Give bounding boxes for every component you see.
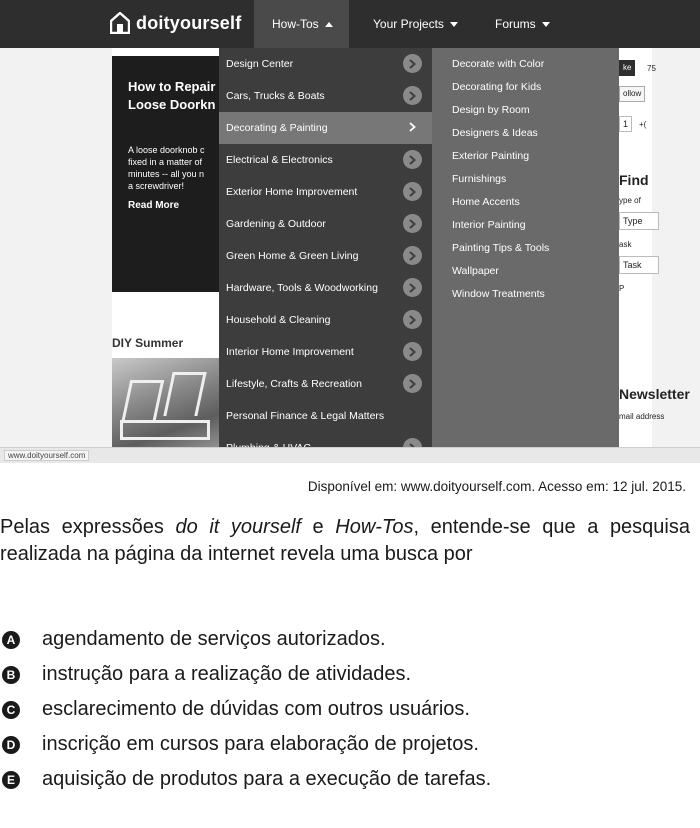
option-c[interactable] [0, 692, 700, 727]
excerpt-line-4: a screwdriver! [128, 181, 185, 191]
menu-item-label: Design Center [226, 58, 294, 70]
nav-forums[interactable] [495, 0, 550, 48]
nav-your-projects-label: Your Projects [373, 17, 444, 31]
house-icon [110, 12, 130, 34]
menu-item-3[interactable] [219, 144, 432, 176]
option-text: inscrição em cursos para elaboração de projetos. [42, 733, 479, 755]
browser-status-bar [0, 447, 700, 463]
question-part-2: e [300, 516, 336, 538]
excerpt-line-3: minutes -- all you n [128, 169, 205, 179]
diy-summer-photo[interactable] [112, 358, 220, 454]
nav-how-tos[interactable] [254, 0, 349, 48]
chevron-right-icon[interactable] [403, 374, 422, 393]
submenu-item[interactable]: Furnishings [452, 173, 507, 185]
menu-item-label: Lifestyle, Crafts & Recreation [226, 378, 362, 390]
chevron-right-icon[interactable] [403, 246, 422, 265]
chevron-right-icon[interactable] [403, 150, 422, 169]
plus-one-label[interactable]: +( [639, 120, 647, 129]
question-part-3: , entende-se que a pesquisa realizada na página da internet revela uma busca por [0, 516, 690, 565]
menu-item-label: Personal Finance & Legal Matters [226, 410, 385, 422]
chevron-right-icon[interactable] [409, 122, 416, 132]
chevron-right-icon[interactable] [403, 214, 422, 233]
menu-item-9[interactable] [219, 336, 432, 368]
chevron-right-icon[interactable] [403, 86, 422, 105]
submenu-item[interactable]: Decorate with Color [452, 58, 545, 70]
menu-item-label: Electrical & Electronics [226, 154, 333, 166]
menu-item-2[interactable] [219, 112, 432, 144]
email-label: mail address [619, 412, 665, 421]
option-text: instrução para a realização de atividades. [42, 663, 412, 685]
menu-item-label: Gardening & Outdoor [226, 218, 326, 230]
menu-item-8[interactable] [219, 304, 432, 336]
excerpt-line-1: A loose doorknob c [128, 145, 205, 155]
chevron-right-icon[interactable] [403, 310, 422, 329]
chair-shape [163, 372, 206, 416]
featured-title-line-2: Loose Doorkn [128, 97, 216, 112]
chair-shape [120, 420, 210, 440]
task-label: ask [619, 240, 632, 249]
submenu-item[interactable]: Decorating for Kids [452, 81, 542, 93]
chevron-right-icon[interactable] [403, 342, 422, 361]
menu-item-7[interactable] [219, 272, 432, 304]
menu-item-6[interactable] [219, 240, 432, 272]
chevron-right-icon[interactable] [403, 278, 422, 297]
menu-item-label: Decorating & Painting [226, 122, 328, 134]
like-count: 75 [647, 64, 656, 73]
option-letter-badge: D [2, 736, 20, 754]
menu-item-5[interactable] [219, 208, 432, 240]
featured-title [128, 78, 222, 114]
nav-how-tos-label: How-Tos [272, 17, 319, 31]
type-of-label: ype of [619, 196, 641, 205]
option-b[interactable] [0, 657, 700, 692]
submenu-item[interactable]: Wallpaper [452, 265, 499, 277]
decorating-submenu [432, 48, 619, 463]
menu-item-label: Cars, Trucks & Boats [226, 90, 325, 102]
menu-item-label: Hardware, Tools & Woodworking [226, 282, 378, 294]
menu-item-label: Green Home & Green Living [226, 250, 359, 262]
question-emphasis-1: do it yourself [175, 516, 301, 538]
submenu-item[interactable]: Interior Painting [452, 219, 526, 231]
option-text: aquisição de produtos para a execução de tarefas. [42, 768, 492, 790]
like-label: ke [623, 63, 632, 72]
logo-text: doityourself [136, 12, 242, 33]
option-a[interactable] [0, 622, 700, 657]
option-letter-badge: C [2, 701, 20, 719]
submenu-item[interactable]: Design by Room [452, 104, 530, 116]
answer-options [0, 622, 700, 797]
option-letter-badge: E [2, 771, 20, 789]
menu-item-label: Household & Cleaning [226, 314, 331, 326]
option-text: esclarecimento de dúvidas com outros usuários. [42, 698, 470, 720]
submenu-item[interactable]: Home Accents [452, 196, 520, 208]
read-more-link[interactable]: Read More [128, 200, 180, 211]
question-part-1: Pelas expressões [0, 516, 176, 538]
menu-item-0[interactable] [219, 48, 432, 80]
option-letter-badge: B [2, 666, 20, 684]
submenu-item[interactable]: Designers & Ideas [452, 127, 538, 139]
caret-up-icon [325, 22, 333, 27]
menu-item-label: Exterior Home Improvement [226, 186, 358, 198]
question-emphasis-2: How-Tos [335, 516, 414, 538]
option-letter-badge: A [2, 631, 20, 649]
submenu-item[interactable]: Window Treatments [452, 288, 545, 300]
section-title: DIY Summer [112, 336, 184, 350]
task-select[interactable]: Task [619, 256, 659, 274]
site-header [0, 0, 700, 48]
featured-article[interactable] [112, 56, 222, 292]
menu-item-4[interactable] [219, 176, 432, 208]
option-text: agendamento de serviços autorizados. [42, 628, 386, 650]
zip-label: P [619, 284, 625, 293]
source-caption: Disponível em: www.doityourself.com. Acesso em: 12 jul. 2015. [307, 479, 686, 494]
like-button[interactable] [619, 60, 635, 76]
caret-down-icon [542, 22, 550, 27]
option-d[interactable] [0, 727, 700, 762]
nav-your-projects[interactable] [373, 0, 458, 48]
status-url: www.doityourself.com [4, 450, 89, 461]
how-tos-dropdown [219, 48, 432, 463]
featured-excerpt [128, 144, 222, 192]
chevron-right-icon[interactable] [403, 54, 422, 73]
option-e[interactable] [0, 762, 700, 797]
sidebar-right [619, 48, 700, 463]
chair-shape [122, 380, 165, 420]
plus-one-count: 1 [619, 116, 632, 132]
caret-down-icon [450, 22, 458, 27]
submenu-item[interactable]: Exterior Painting [452, 150, 530, 162]
question-text [0, 514, 690, 568]
find-heading: Find [619, 172, 649, 188]
chevron-right-icon[interactable] [403, 182, 422, 201]
newsletter-heading: Newsletter [619, 386, 690, 402]
type-select[interactable]: Type [619, 212, 659, 230]
menu-item-10[interactable] [219, 368, 432, 400]
featured-title-line-1: How to Repair [128, 79, 216, 94]
menu-item-11[interactable] [219, 400, 432, 432]
excerpt-line-2: fixed in a matter of [128, 157, 203, 167]
menu-item-label: Interior Home Improvement [226, 346, 354, 358]
submenu-item[interactable]: Painting Tips & Tools [452, 242, 550, 254]
site-logo[interactable] [110, 10, 241, 36]
nav-forums-label: Forums [495, 17, 536, 31]
follow-button[interactable]: ollow [619, 86, 645, 102]
menu-item-1[interactable] [219, 80, 432, 112]
